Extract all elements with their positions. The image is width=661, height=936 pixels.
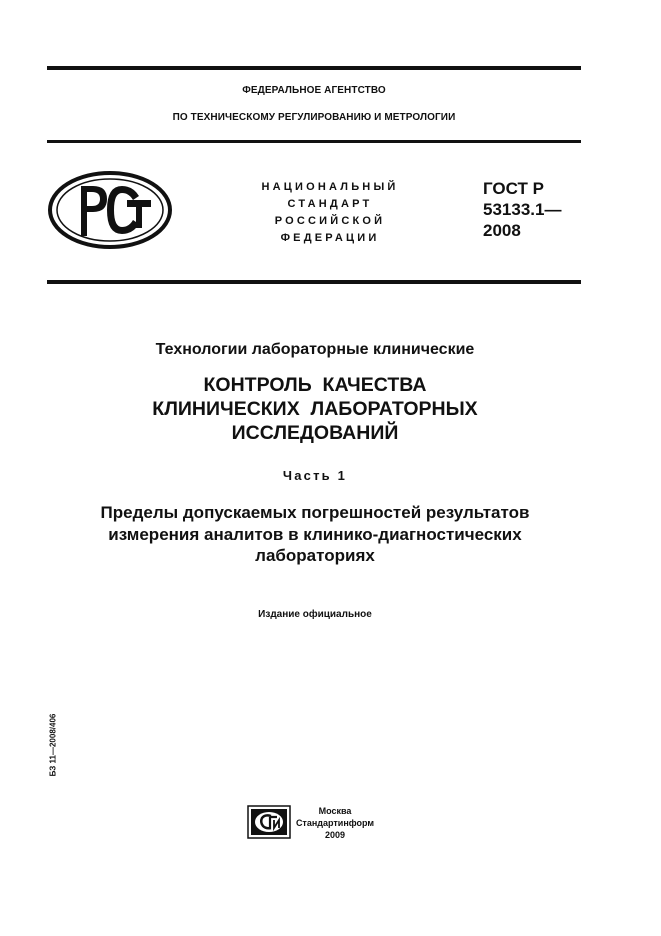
- part-title-line-3: лабораториях: [255, 546, 375, 565]
- rst-certification-mark-icon: [47, 170, 173, 250]
- main-title-line-1: КОНТРОЛЬ КАЧЕСТВА: [203, 374, 427, 396]
- standard-type-line-4: ФЕДЕРАЦИИ: [280, 232, 380, 244]
- publisher-name: Стандартинформ: [295, 818, 375, 828]
- agency-line-2: ПО ТЕХНИЧЕСКОМУ РЕГУЛИРОВАНИЮ И МЕТРОЛОГИИ: [172, 112, 456, 123]
- publisher-year: 2009: [324, 830, 346, 840]
- part-title-line-1: Пределы допускаемых погрешностей результатов: [100, 503, 530, 522]
- main-title-line-3: ИССЛЕДОВАНИЙ: [231, 422, 399, 444]
- part-label: Часть 1: [282, 468, 348, 483]
- publisher-city: Москва: [318, 806, 352, 816]
- top-rule: [47, 66, 581, 70]
- edition-note: Издание официальное: [258, 609, 372, 620]
- part-title: [20, 502, 610, 567]
- standard-designation-line-2: 53133.1—: [483, 200, 562, 219]
- main-title: [20, 373, 610, 445]
- agency-rule: [47, 140, 581, 143]
- part-title-line-2: измерения аналитов в клинико-диагностических: [108, 524, 522, 544]
- standartinform-logo-icon: [247, 805, 291, 839]
- standard-type-line-1: НАЦИОНАЛЬНЫЙ: [261, 181, 399, 193]
- agency-line-1: ФЕДЕРАЛЬНОЕ АГЕНТСТВО: [242, 85, 386, 96]
- standard-designation-line-1: ГОСТ Р: [483, 179, 544, 198]
- standard-type-line-2: СТАНДАРТ: [287, 198, 373, 210]
- standard-designation-line-3: 2008: [483, 221, 521, 240]
- side-code: БЗ 11—2008/406: [48, 713, 58, 777]
- standard-type-line-3: РОССИЙСКОЙ: [274, 215, 386, 227]
- main-title-line-2: КЛИНИЧЕСКИХ ЛАБОРАТОРНЫХ: [152, 398, 478, 420]
- document-subtitle: Технологии лабораторные клинические: [155, 341, 475, 358]
- header-bottom-rule: [47, 280, 581, 284]
